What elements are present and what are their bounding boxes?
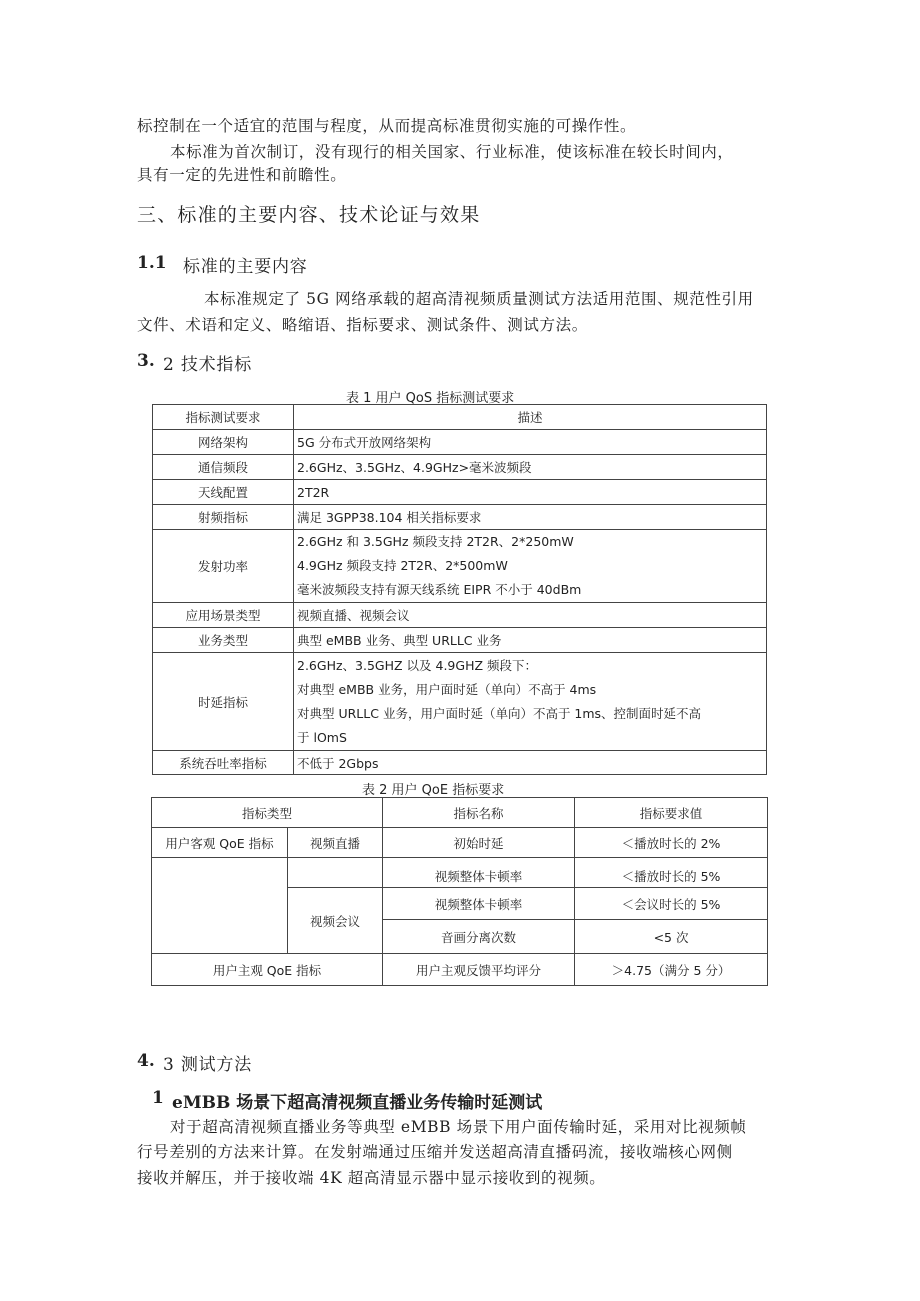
row-label: 时延指标 bbox=[153, 653, 294, 751]
section-3-2-number: 3. bbox=[137, 351, 155, 371]
row-desc: 2T2R bbox=[294, 480, 767, 505]
row-label: 系统吞吐率指标 bbox=[153, 751, 294, 775]
header-cell: 指标要求值 bbox=[575, 798, 768, 828]
row-label: 发射功率 bbox=[153, 530, 294, 603]
objective-qoe-label: 用户客观 QoE 指标 bbox=[152, 828, 288, 858]
table-row bbox=[153, 751, 767, 775]
header-cell: 指标名称 bbox=[383, 798, 575, 828]
subjective-qoe-label: 用户主观 QoE 指标 bbox=[152, 954, 383, 986]
metric-value: ＞4.75（满分 5 分） bbox=[575, 954, 768, 986]
header-cell: 指标类型 bbox=[152, 798, 383, 828]
table-row bbox=[152, 828, 768, 858]
metric-name: 视频整体卡顿率 bbox=[383, 858, 575, 888]
row-label: 应用场景类型 bbox=[153, 603, 294, 628]
row-label: 业务类型 bbox=[153, 628, 294, 653]
header-cell: 指标测试要求 bbox=[153, 405, 294, 430]
qoe-requirements-table bbox=[151, 797, 768, 986]
table-row bbox=[153, 603, 767, 628]
section-4-3-number: 4. bbox=[137, 1051, 155, 1071]
desc-line: 对典型 eMBB 业务，用户面时延（单向）不高于 4ms bbox=[297, 681, 597, 697]
table-header-row bbox=[152, 798, 768, 828]
header-cell: 描述 bbox=[294, 405, 767, 430]
live-label: 视频直播 bbox=[288, 828, 383, 858]
subsection-number: 1 bbox=[152, 1088, 164, 1108]
table-row bbox=[153, 480, 767, 505]
table-row bbox=[153, 455, 767, 480]
empty-cell bbox=[288, 858, 383, 888]
table-row bbox=[152, 858, 768, 888]
metric-value: ＜会议时长的 5% bbox=[575, 888, 768, 920]
metric-value: ＜播放时长的 5% bbox=[575, 858, 768, 888]
metric-name: 音画分离次数 bbox=[383, 920, 575, 954]
row-label: 网络架构 bbox=[153, 430, 294, 455]
table-2-caption: 表 2 用户 QoE 指标要求 bbox=[362, 783, 505, 798]
section-1-1-line-1: 本标准规定了 5G 网络承载的超高清视频质量测试方法适用范围、规范性引用 bbox=[204, 290, 754, 308]
section-3-heading: 三、标准的主要内容、技术论证与效果 bbox=[137, 204, 481, 226]
metric-name: 初始时延 bbox=[383, 828, 575, 858]
section-1-1-title: 标准的主要内容 bbox=[183, 257, 308, 277]
section-3-2-title: 2 技术指标 bbox=[163, 355, 253, 375]
table-row bbox=[153, 430, 767, 455]
section-4-line-2: 行号差别的方法来计算。在发射端通过压缩并发送超高清直播码流，接收端核心网侧 bbox=[137, 1143, 733, 1161]
table-1-caption: 表 1 用户 QoS 指标测试要求 bbox=[346, 391, 515, 406]
section-4-line-1: 对于超高清视频直播业务等典型 eMBB 场景下用户面传输时延，采用对比视频帧 bbox=[170, 1118, 747, 1136]
row-desc: 满足 3GPP38.104 相关指标要求 bbox=[294, 505, 767, 530]
subsection-title: eMBB 场景下超高清视频直播业务传输时延测试 bbox=[172, 1093, 543, 1113]
desc-line: 2.6GHz 和 3.5GHz 频段支持 2T2R、2*250mW bbox=[297, 534, 574, 549]
metric-name: 用户主观反馈平均评分 bbox=[383, 954, 575, 986]
section-4-3-title: 3 测试方法 bbox=[163, 1055, 253, 1075]
empty-cell bbox=[152, 858, 288, 954]
row-label: 天线配置 bbox=[153, 480, 294, 505]
row-desc: 典型 eMBB 业务、典型 URLLC 业务 bbox=[294, 628, 767, 653]
desc-line: 对典型 URLLC 业务，用户面时延（单向）不高于 1ms、控制面时延不高 bbox=[297, 705, 702, 721]
row-desc bbox=[294, 530, 767, 603]
intro-line-3: 具有一定的先进性和前瞻性。 bbox=[137, 166, 347, 184]
table-row bbox=[152, 954, 768, 986]
row-label: 通信频段 bbox=[153, 455, 294, 480]
intro-line-2: 本标准为首次制订，没有现行的相关国家、行业标准，使该标准在较长时间内， bbox=[170, 143, 734, 161]
section-1-1-number: 1.1 bbox=[137, 253, 167, 273]
meeting-label: 视频会议 bbox=[288, 888, 383, 954]
table-row bbox=[153, 530, 767, 603]
metric-name: 视频整体卡顿率 bbox=[383, 888, 575, 920]
desc-line: 于 lOmS bbox=[297, 729, 347, 745]
row-desc: 不低于 2Gbps bbox=[294, 751, 767, 775]
metric-value: <5 次 bbox=[575, 920, 768, 954]
desc-line: 毫米波频段支持有源天线系统 EIPR 不小于 40dBm bbox=[297, 582, 582, 597]
row-desc bbox=[294, 653, 767, 751]
table-header-row bbox=[153, 405, 767, 430]
section-4-line-3: 接收并解压，并于接收端 4K 超高清显示器中显示接收到的视频。 bbox=[137, 1169, 606, 1187]
table-row bbox=[153, 505, 767, 530]
row-desc: 5G 分布式开放网络架构 bbox=[294, 430, 767, 455]
section-1-1-line-2: 文件、术语和定义、略缩语、指标要求、测试条件、测试方法。 bbox=[137, 316, 588, 334]
row-desc: 2.6GHz、3.5GHz、4.9GHz>毫米波频段 bbox=[294, 455, 767, 480]
qos-requirements-table bbox=[152, 404, 767, 775]
row-desc: 视频直播、视频会议 bbox=[294, 603, 767, 628]
table-row bbox=[153, 628, 767, 653]
metric-value: ＜播放时长的 2% bbox=[575, 828, 768, 858]
row-label: 射频指标 bbox=[153, 505, 294, 530]
desc-line: 2.6GHz、3.5GHZ 以及 4.9GHZ 频段下： bbox=[297, 657, 538, 673]
desc-line: 4.9GHz 频段支持 2T2R、2*500mW bbox=[297, 558, 508, 573]
intro-line-1: 标控制在一个适宜的范围与程度，从而提高标准贯彻实施的可操作性。 bbox=[137, 117, 637, 135]
table-row bbox=[153, 653, 767, 751]
